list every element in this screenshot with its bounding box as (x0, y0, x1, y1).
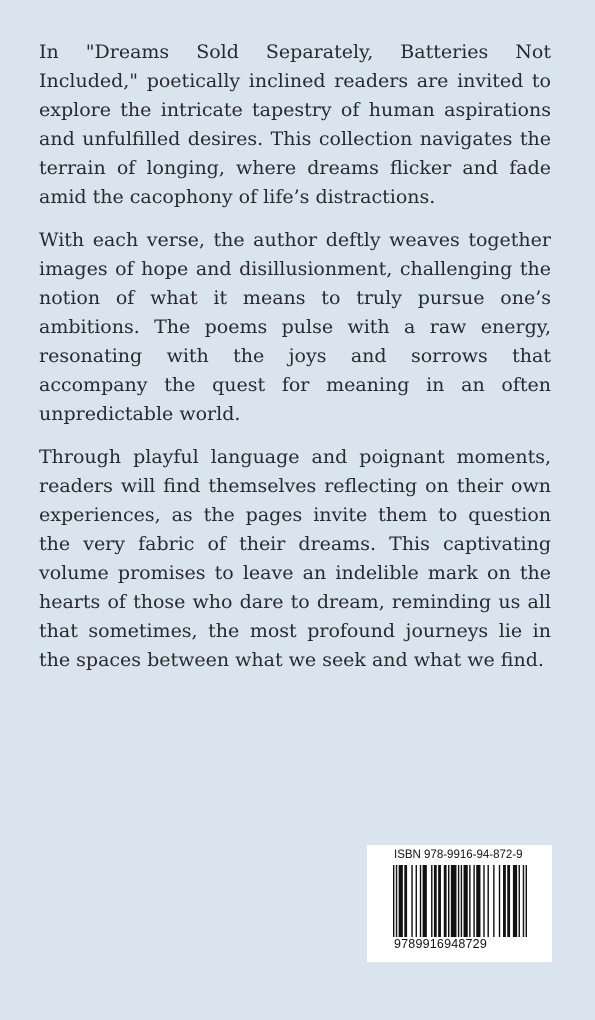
barcode-bar-22 (493, 865, 494, 937)
isbn-barcode-panel (367, 845, 552, 962)
back-cover-blurb (39, 38, 551, 689)
barcode-bar-9 (434, 865, 437, 937)
barcode-bar-29 (526, 865, 527, 937)
barcode-image (393, 865, 527, 937)
barcode-bar-6 (420, 865, 421, 937)
barcode-bar-3 (404, 865, 407, 937)
barcode-bar-2 (399, 865, 403, 937)
barcode-bar-23 (499, 865, 500, 937)
barcode-bar-8 (431, 865, 432, 937)
barcode-bar-20 (483, 865, 484, 937)
barcode-bar-17 (469, 865, 470, 937)
barcode-bar-7 (423, 865, 427, 937)
barcode-bar-11 (444, 865, 447, 937)
barcode-bar-12 (448, 865, 449, 937)
barcode-bar-24 (503, 865, 506, 937)
barcode-bar-13 (451, 865, 457, 937)
isbn-label: ISBN 978-9916-94-872-9 (394, 849, 523, 861)
barcode-bar-21 (488, 865, 489, 937)
blurb-paragraph-3: Through playful language and poignant moments, readers will find themselves reflecting on their own experiences, as the pages invite them to question the very fabric of their dreams. This captivating volume promises to leave an indelible mark on the hearts of those who dare to dream, reminding us all that sometimes, the most profound journeys lie in the spaces between what we seek and what we find. (39, 446, 551, 671)
isbn-digits: 9789916948729 (394, 937, 487, 951)
barcode-bar-25 (507, 865, 510, 937)
barcode-bar-19 (476, 865, 480, 937)
barcode-bar-15 (461, 865, 462, 937)
blurb-paragraph-2: With each verse, the author deftly weaves together images of hope and disillusionment, challenging the notion of what it means to truly pursue one’s ambitions. The poems pulse with a raw energy, resonating with the joys and sorrows that accompany the quest for meaning in an often unpredictable world. (39, 229, 551, 425)
blurb-paragraph-1: In "Dreams Sold Separately, Batteries Not Included," poetically inclined readers are invited to explore the intricate tapestry of human aspirations and unfulfilled desires. This collection navigates the terrain of longing, where dreams flicker and fade amid the cacophony of life’s distractions. (39, 41, 551, 208)
barcode-bar-10 (438, 865, 441, 937)
barcode-bar-28 (523, 865, 524, 937)
barcode-bar-0 (393, 865, 394, 937)
barcode-bar-4 (411, 865, 412, 937)
barcode-bar-5 (416, 865, 417, 937)
barcode-bar-26 (513, 865, 517, 937)
barcode-bar-16 (464, 865, 468, 937)
barcode-bar-18 (473, 865, 474, 937)
barcode-bar-27 (519, 865, 520, 937)
barcode-bar-1 (396, 865, 397, 937)
barcode-bar-14 (458, 865, 459, 937)
